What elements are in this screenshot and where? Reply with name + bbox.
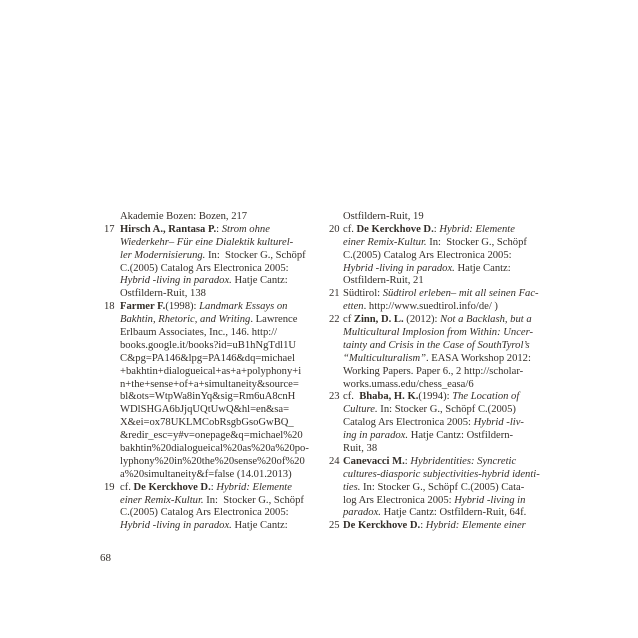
text-run: : [420,520,426,532]
reference-line [104,495,316,508]
text-run: Hatje Cantz: Ostfildern- [408,430,514,442]
reference-line [104,456,316,469]
references-column-right [329,211,551,533]
reference-line [329,430,551,443]
text-run: Not a Backlash, but a [440,314,532,326]
reference-line [104,314,316,327]
reference-line [329,366,551,379]
reference-line [329,482,551,495]
reference-line [104,340,316,353]
text-run: bl&ots=WtpWa8inYq&sig=Rm6uA8cnH [120,391,296,403]
entry-number: 24 [329,455,340,467]
text-run: Hybrid: Elemente [216,481,292,493]
text-run: In: Stocker G., Schöpf [203,494,304,506]
reference-line [329,520,551,533]
reference-line [104,430,316,443]
reference-line [104,288,316,301]
entry-number: 18 [104,301,115,313]
entry-number: 21 [329,288,340,300]
text-run: : [404,455,411,467]
reference-line [104,520,316,533]
text-run: Hybrid -living in paradox. [120,520,232,532]
text-run: De Kerckhove D. [343,520,421,532]
text-run: Hatje Cantz: [454,262,511,274]
reference-line [104,263,316,276]
text-run: Südtirol erleben– mit all seinen Fac- [382,288,539,300]
text-run: X&ei=ox78UKLMCobRsgbGsoGwBQ_ [120,417,294,429]
text-run: WDlSHGA6bJjqUQtUwQ&hl=en&sa= [120,404,290,416]
entry-number: 20 [329,223,340,235]
reference-line [329,301,551,314]
text-run: &redir_esc=y#v=onepage&q=michael%20 [120,430,303,442]
text-run: Catalog Ars Electronica 2005: [343,417,474,429]
text-run: In: Stocker G., Schöpf C.(2005) Cata- [360,481,525,493]
reference-line [104,417,316,430]
text-run: etten [343,301,364,313]
text-run: In: Stocker G., Schöpf [426,236,527,248]
text-run: Hirsch A., Rantasa P. [120,223,217,235]
reference-line [104,482,316,495]
reference-line [329,353,551,366]
text-run: C&pg=PA146&lpg=PA146&dq=michael [120,352,295,364]
text-run: “Multiculturalism” [343,352,426,364]
text-run: C.(2005) Catalog Ars Electronica 2005: [120,262,289,274]
text-run: De Kerckhove D. [356,223,434,235]
reference-line [104,327,316,340]
text-run: log Ars Electronica 2005: [343,494,455,506]
text-run: : [216,223,222,235]
reference-line [104,469,316,482]
reference-line [104,275,316,288]
text-run: Erlbaum Associates, Inc., 146. http:// [120,327,278,339]
text-run: Hybrid: Elemente [439,223,515,235]
text-run: Hybrid -liv- [473,417,524,429]
text-run: +bakhtin+dialogueical+as+a+polyphony+i [120,365,302,377]
text-run: (2012): [403,314,441,326]
reference-line [104,391,316,404]
text-run: The Location of [452,391,520,403]
text-run: Multicultural Implosion from Within: Uncer- [343,327,534,339]
text-run: cf. [343,391,360,403]
text-run: Landmark Essays on [199,301,288,313]
text-run: tainty and Crisis in the Case of SouthTyrol’s [343,339,530,351]
text-run: C.(2005) Catalog Ars Electronica 2005: [120,507,289,519]
entry-number: 17 [104,223,115,235]
text-run: Hatje Cantz: Ostfildern-Ruit, 64f. [380,507,527,519]
text-run: Ostfildern-Ruit, 138 [120,288,206,300]
text-run: lyphony%20in%20the%20sense%20of%20 [120,455,305,467]
text-run: cf [343,314,354,326]
text-run: works.umass.edu/chess_easa/6 [343,378,474,390]
entry-number: 19 [104,481,115,493]
text-run: Hatje Cantz: [231,520,288,532]
text-run: : [210,481,217,493]
text-run: Bakhtin, Rhetoric, and Writing [120,314,251,326]
text-run: C.(2005) Catalog Ars Electronica 2005: [343,249,512,261]
reference-line [329,237,551,250]
entry-number: 25 [329,520,340,532]
reference-line [104,211,316,224]
text-run: ler Modernisierung. [120,249,206,261]
text-run: . Lawrence [250,314,298,326]
reference-line [329,224,551,237]
reference-line [104,443,316,456]
text-run: Hybrid -living in [454,494,526,506]
reference-line [104,237,316,250]
reference-line [329,275,551,288]
reference-line [329,469,551,482]
text-run: Working Papers. Paper 6., 2 http://scholar- [343,365,524,377]
text-run: Hybrid: Elemente einer [425,520,526,532]
text-run: Ostfildern-Ruit, 19 [343,211,424,222]
text-run: Strom ohne [221,223,270,235]
text-run: bakhtin%20dialogueical%20as%20a%20po- [120,443,309,455]
text-run: Hybrid -living in paradox. [120,275,232,287]
text-run: Hybridentities: Syncretic [410,455,517,467]
reference-line [329,314,551,327]
text-run: Canevacci M. [343,455,405,467]
reference-line [329,391,551,404]
reference-line [329,250,551,263]
text-run: einer Remix-Kultur. [120,494,204,506]
text-run: Farmer F. [120,301,166,313]
reference-line [329,340,551,353]
text-run: a%20simultaneity&f=false (14.01.2013) [120,468,292,480]
text-run: : [433,223,440,235]
text-run: Hatje Cantz: [231,275,288,287]
text-run: cf. [120,481,134,493]
text-run: ing in paradox. [343,430,409,442]
reference-line [104,301,316,314]
reference-line [104,353,316,366]
text-run: (1994): [418,391,453,403]
text-run: . EASA Workshop 2012: [426,352,531,364]
text-run: Zinn, D. L. [353,314,404,326]
text-run: Bhaba, H. K. [359,391,419,403]
entry-number: 22 [329,314,340,326]
reference-line [329,211,551,224]
reference-line [104,224,316,237]
text-run: De Kerckhove D. [133,481,211,493]
reference-line [329,379,551,392]
reference-line [329,288,551,301]
text-run: Hybrid -living in paradox. [343,262,455,274]
reference-line [329,263,551,276]
reference-line [329,404,551,417]
text-run: Culture. [343,404,378,416]
text-run: einer Remix-Kultur. [343,236,427,248]
references-column-left [104,211,316,533]
text-run: Ostfildern-Ruit, 21 [343,275,424,287]
reference-line [329,443,551,456]
text-run: Akademie Bozen: Bozen, 217 [120,211,248,222]
text-run: In: Stocker G., Schöpf [205,249,306,261]
text-run: cf. [343,223,357,235]
text-run: books.google.it/books?id=uB1hNgTdl1U [120,339,297,351]
text-run: paradox. [343,507,381,519]
text-run: n+the+sense+of+a+simultaneity&source= [120,378,299,390]
text-run: cultures-diasporic subjectivities-hybrid identi- [343,468,540,480]
text-run: (1998): [165,301,200,313]
text-run: . http://www.suedtirol.info/de/ ) [363,301,498,313]
entry-number: 23 [329,391,340,403]
reference-line [104,366,316,379]
text-run: Ruit, 38 [343,443,378,455]
reference-line [329,417,551,430]
reference-line [104,250,316,263]
text-run: Wiederkehr– Für eine Dialektik kulturel- [120,236,294,248]
text-run: Südtirol: [343,288,383,300]
reference-line [329,456,551,469]
reference-line [104,507,316,520]
text-run: ties. [343,481,361,493]
reference-line [329,495,551,508]
reference-line [104,404,316,417]
text-run: In: Stocker G., Schöpf C.(2005) [377,404,516,416]
reference-line [329,507,551,520]
page-number: 68 [100,552,111,564]
reference-line [104,379,316,392]
reference-line [329,327,551,340]
